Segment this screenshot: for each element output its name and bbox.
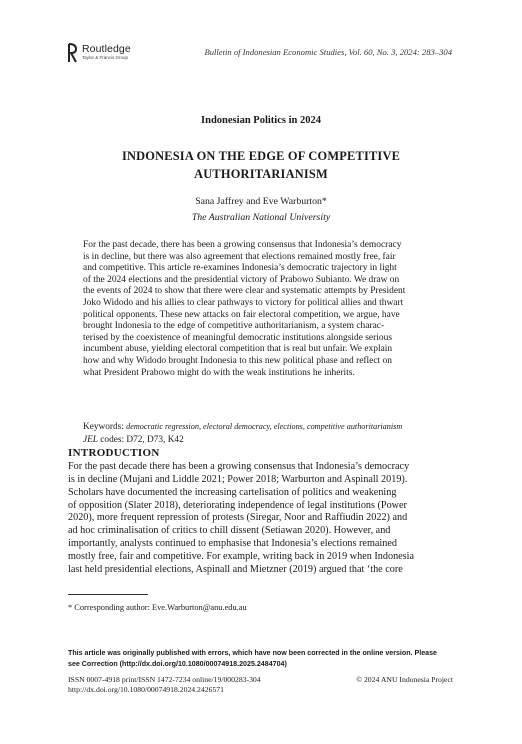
body-line: is in decline (Mujani and Liddle 2021; Power 2018; Warburton and Aspinall 2019).: [68, 473, 408, 485]
abstract: [83, 240, 439, 379]
title-line: INDONESIA ON THE EDGE OF COMPETITIVE: [121, 149, 401, 163]
body-line: 2020), more frequent repression of protests (Siregar, Noor and Raffiudin 2022) and: [68, 512, 408, 524]
publication-info: [68, 675, 261, 695]
abstract-line: Joko Widodo and his allies to clear pathways to victory for political allies and thwart: [83, 297, 404, 308]
body-line: For the past decade there has been a growing consensus that Indonesia’s democracy: [68, 461, 410, 472]
correction-notice: [68, 648, 458, 669]
issn-line: ISSN 0007-4918 print/ISSN 1472-7234 online/19/000283-304: [68, 675, 261, 684]
footnote-divider: [68, 594, 148, 595]
article-title: [0, 147, 522, 183]
abstract-line: brought Indonesia to the edge of competitive authoritarianism, a system charac-: [83, 321, 385, 332]
introduction-body: [68, 461, 454, 577]
abstract-line: For the past decade, there has been a growing consensus that Indonesia’s democracy: [83, 240, 402, 250]
body-line: Scholars have documented the increasing cartelisation of politics and weakening: [68, 486, 397, 498]
keywords-line: [83, 421, 439, 434]
author-list: Sana Jaffrey and Eve Warburton*: [195, 196, 327, 207]
footnote: * Corresponding author: Eve.Warburton@anu.edu.au: [68, 603, 247, 612]
doi-link[interactable]: http://dx.doi.org/10.1080/00074918.2024.2426571: [68, 685, 224, 694]
abstract-line: and competitive. This article re-examines Indonesia’s democratic trajectory in light: [83, 263, 397, 274]
body-line: importantly, analysts continued to emphasise that Indonesia’s elections remained: [68, 538, 397, 550]
abstract-line: terised by the coexistence of meaningful democratic institutions alongside serious: [83, 332, 392, 343]
body-line: ad hoc criminalisation of critics to chill dissent (Setiawan 2020). However, and: [68, 525, 391, 537]
journal-reference: Bulletin of Indonesian Economic Studies, Vol. 60, No. 3, 2024: 283–304: [204, 47, 452, 57]
notice-line: see Correction (http://dx.doi.org/10.1080/00074918.2025.2484704): [68, 659, 287, 668]
jel-value: codes: D72, D73, K42: [97, 434, 184, 445]
keywords-block: [83, 421, 439, 446]
abstract-line: political opponents. These new attacks on fair electoral competition, we argue, have: [83, 309, 400, 320]
abstract-line: how and why Widodo brought Indonesia to this new political phase and reflect on: [83, 355, 392, 366]
title-line: AUTHORITARIANISM: [194, 167, 328, 181]
introduction-heading: INTRODUCTION: [68, 447, 160, 459]
publisher-logo: [68, 43, 158, 65]
abstract-line: of the 2024 elections and the presidential victory of Prabowo Subianto. We draw on: [83, 274, 400, 285]
body-line: of opposition (Slater 2018), deteriorating independence of legal institutions (Power: [68, 499, 407, 511]
routledge-logo-icon: [68, 43, 78, 63]
body-line: mostly free, fair and competitive. For example, writing back in 2019 when Indonesia: [68, 550, 414, 562]
abstract-line: the events of 2024 to show that there were clear and systematic attempts by President: [83, 286, 406, 297]
publisher-name: Routledge: [82, 43, 131, 55]
abstract-line: is in decline, but there was also agreement that elections remained mostly free, fair: [83, 251, 396, 262]
section-heading: Indonesian Politics in 2024: [201, 115, 321, 126]
copyright-notice: © 2024 ANU Indonesia Project: [356, 675, 453, 684]
jel-line: [83, 434, 439, 447]
keywords-label: Keywords:: [83, 422, 127, 432]
notice-line: This article was originally published with errors, which have now been corrected in the online version. Please: [68, 649, 437, 657]
publisher-subtitle: Taylor & Francis Group: [82, 55, 129, 60]
jel-label: JEL: [83, 434, 98, 445]
keywords-value: democratic regression, electoral democracy, elections, competitive authoritarianism: [126, 422, 403, 431]
abstract-line: what President Prabowo might do with the weak institutions he inherits.: [83, 367, 355, 378]
body-line: last held presidential elections, Aspinall and Mietzner (2019) argued that ‘the core: [68, 563, 403, 575]
abstract-line: incumbent abuse, yielding electoral competition that is real but unfair. We explain: [83, 344, 393, 355]
author-affiliation: The Australian National University: [191, 212, 331, 223]
